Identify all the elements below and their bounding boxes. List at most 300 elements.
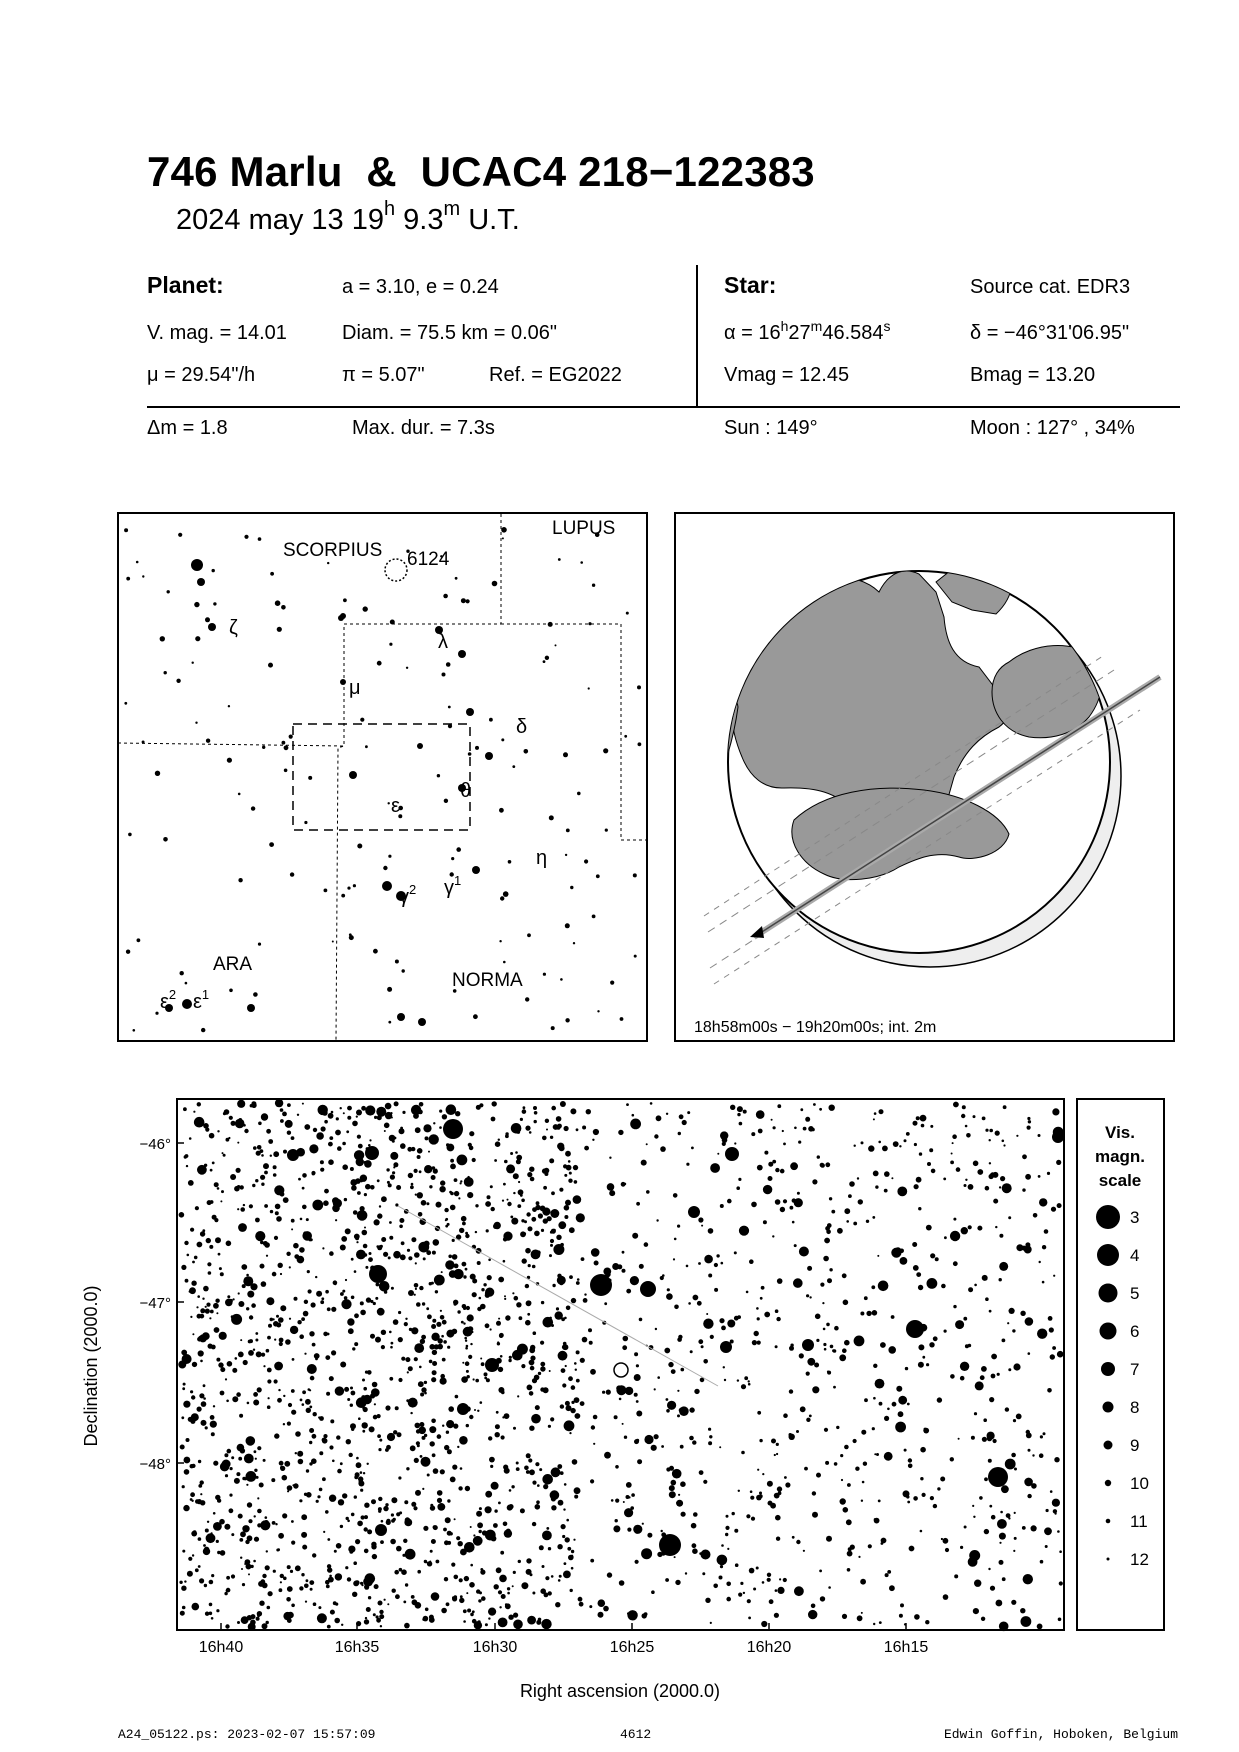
- delta-mag: Δm = 1.8: [147, 417, 228, 439]
- field-star: [780, 1207, 785, 1212]
- field-star: [380, 1540, 384, 1544]
- field-star: [919, 1152, 922, 1155]
- label-delta: δ: [516, 716, 528, 738]
- field-star: [218, 1362, 223, 1367]
- field-star: [708, 1274, 712, 1278]
- field-star: [480, 1568, 483, 1571]
- field-star: [689, 1407, 694, 1412]
- field-star: [823, 1256, 829, 1262]
- field-star: [275, 1211, 279, 1215]
- field-star: [255, 1332, 258, 1335]
- field-star: [401, 1241, 405, 1245]
- field-star: [549, 1254, 552, 1257]
- field-star: [972, 1505, 974, 1507]
- field-star: [846, 1519, 852, 1525]
- field-star: [244, 1454, 254, 1464]
- field-star: [332, 1460, 335, 1463]
- finder-star: [624, 735, 627, 738]
- finder-star: [545, 656, 549, 660]
- field-star: [385, 1112, 392, 1119]
- field-star: [548, 1591, 552, 1595]
- field-star: [233, 1298, 235, 1300]
- field-star: [381, 1330, 386, 1335]
- field-star: [530, 1366, 535, 1371]
- field-star: [226, 1138, 230, 1142]
- field-star: [544, 1172, 548, 1176]
- field-star: [251, 1101, 256, 1106]
- footer-author: Edwin Goffin, Hoboken, Belgium: [943, 1727, 1178, 1742]
- field-star: [719, 1318, 724, 1323]
- field-star: [491, 1207, 495, 1211]
- field-star: [320, 1160, 324, 1164]
- field-star: [225, 1624, 229, 1628]
- field-star: [460, 1595, 463, 1598]
- field-star: [356, 1241, 358, 1243]
- field-star: [467, 1609, 471, 1613]
- field-star: [1002, 1577, 1006, 1581]
- field-star: [793, 1278, 803, 1288]
- field-star: [429, 1134, 439, 1144]
- field-star: [414, 1252, 420, 1258]
- field-star: [488, 1259, 491, 1262]
- field-star: [738, 1593, 742, 1597]
- mag-scale-dot: [1097, 1244, 1119, 1266]
- field-star: [374, 1584, 379, 1589]
- field-star: [432, 1251, 436, 1255]
- field-star: [279, 1588, 283, 1592]
- field-star: [393, 1319, 399, 1325]
- field-star: [702, 1572, 705, 1575]
- field-star: [432, 1453, 436, 1457]
- field-star: [342, 1164, 348, 1170]
- field-star: [734, 1251, 737, 1254]
- field-star: [666, 1409, 670, 1413]
- field-star: [777, 1278, 783, 1284]
- field-star: [210, 1415, 215, 1420]
- field-star: [757, 1165, 763, 1171]
- field-star: [220, 1391, 225, 1396]
- planet-diameter: Diam. = 75.5 km = 0.06": [342, 322, 557, 344]
- field-star: [654, 1134, 658, 1138]
- field-star: [190, 1228, 194, 1232]
- field-star: [779, 1578, 781, 1580]
- field-star: [538, 1372, 541, 1375]
- field-star: [312, 1343, 316, 1347]
- field-star: [864, 1398, 868, 1402]
- field-star: [302, 1390, 306, 1394]
- field-star: [190, 1492, 195, 1497]
- field-star: [266, 1129, 271, 1134]
- field-star: [975, 1381, 984, 1390]
- field-star: [234, 1478, 240, 1484]
- field-star: [651, 1590, 655, 1594]
- field-star: [920, 1324, 928, 1332]
- field-star: [493, 1523, 498, 1528]
- field-star: [447, 1499, 450, 1502]
- field-star: [513, 1427, 516, 1430]
- field-star: [562, 1535, 565, 1538]
- field-star: [431, 1592, 440, 1601]
- field-star: [574, 1397, 580, 1403]
- field-star: [876, 1453, 879, 1456]
- field-star: [775, 1309, 779, 1313]
- field-star: [498, 1502, 501, 1505]
- field-star: [615, 1519, 618, 1522]
- field-star: [416, 1441, 420, 1445]
- field-star: [262, 1623, 268, 1629]
- field-star: [966, 1133, 971, 1138]
- finder-star: [620, 1017, 624, 1021]
- field-star: [981, 1617, 985, 1621]
- field-star: [703, 1359, 708, 1364]
- field-star: [391, 1497, 397, 1503]
- field-star: [465, 1347, 468, 1350]
- field-star: [392, 1171, 395, 1174]
- field-star: [634, 1374, 641, 1381]
- field-star: [666, 1293, 673, 1300]
- field-star: [943, 1178, 946, 1181]
- field-star: [431, 1377, 436, 1382]
- field-star: [500, 1551, 504, 1555]
- star-ra-m: m: [810, 318, 823, 334]
- field-star: [250, 1283, 257, 1290]
- field-star: [273, 1570, 276, 1573]
- field-star: [1046, 1509, 1049, 1512]
- field-star: [469, 1146, 474, 1151]
- field-star: [463, 1307, 466, 1310]
- finder-star: [324, 889, 328, 893]
- field-star: [377, 1414, 381, 1418]
- field-star: [313, 1412, 317, 1416]
- field-star: [907, 1501, 910, 1504]
- field-star: [212, 1162, 215, 1165]
- field-star: [220, 1200, 222, 1202]
- field-star: [727, 1154, 731, 1158]
- mag-scale-dot: [1101, 1362, 1115, 1376]
- field-star: [816, 1473, 821, 1478]
- field-star: [184, 1155, 187, 1158]
- field-star: [237, 1621, 240, 1624]
- field-star: [427, 1314, 432, 1319]
- field-star: [198, 1565, 201, 1568]
- x-tick-label: 16h35: [334, 1639, 380, 1656]
- field-star: [590, 1559, 594, 1563]
- field-star: [450, 1532, 453, 1535]
- field-star: [411, 1237, 416, 1242]
- field-star: [345, 1228, 351, 1234]
- field-star: [363, 1472, 365, 1474]
- field-star: [790, 1206, 794, 1210]
- field-star: [1011, 1600, 1016, 1605]
- field-star: [1050, 1490, 1053, 1493]
- field-star: [334, 1550, 337, 1553]
- field-star: [541, 1301, 544, 1304]
- field-star: [956, 1167, 961, 1172]
- field-star: [463, 1322, 465, 1324]
- field-star: [457, 1155, 468, 1166]
- field-star: [550, 1209, 559, 1218]
- field-star: [674, 1305, 679, 1310]
- field-star: [494, 1509, 497, 1512]
- field-star: [776, 1453, 778, 1455]
- field-star: [247, 1502, 252, 1507]
- field-star: [607, 1183, 615, 1191]
- field-star: [824, 1238, 830, 1244]
- finder-star: [565, 923, 570, 928]
- field-star: [861, 1612, 863, 1614]
- field-star: [405, 1357, 410, 1362]
- finder-star: [194, 602, 199, 607]
- finder-star: [363, 606, 368, 611]
- field-star: [429, 1282, 432, 1285]
- field-star: [440, 1180, 445, 1185]
- field-star: [491, 1482, 499, 1490]
- field-star: [525, 1126, 530, 1131]
- field-star: [494, 1159, 497, 1162]
- field-star: [526, 1453, 531, 1458]
- field-star: [187, 1254, 190, 1257]
- field-star: [879, 1402, 883, 1406]
- field-star: [278, 1389, 280, 1391]
- field-star: [481, 1362, 485, 1366]
- field-star: [971, 1436, 975, 1440]
- finder-star: [357, 844, 362, 849]
- field-star: [405, 1318, 407, 1320]
- field-star: [364, 1227, 366, 1229]
- field-star: [340, 1292, 344, 1296]
- field-star: [999, 1262, 1008, 1271]
- field-star: [274, 1433, 279, 1438]
- field-star: [548, 1547, 551, 1550]
- field-star: [1044, 1229, 1049, 1234]
- field-star: [464, 1337, 467, 1340]
- field-star: [834, 1462, 838, 1466]
- field-star: [254, 1537, 259, 1542]
- field-star: [714, 1288, 718, 1292]
- field-star: [873, 1118, 875, 1120]
- field-star: [757, 1411, 761, 1415]
- field-star: [1032, 1454, 1034, 1456]
- field-star: [626, 1495, 630, 1499]
- field-star: [512, 1292, 514, 1294]
- field-star: [473, 1536, 483, 1546]
- field-star: [472, 1610, 475, 1613]
- field-star: [401, 1357, 405, 1361]
- field-star: [815, 1314, 821, 1320]
- label-scorpius: SCORPIUS: [283, 540, 383, 561]
- field-star: [824, 1428, 828, 1432]
- field-star: [1003, 1144, 1005, 1146]
- field-star: [569, 1172, 572, 1175]
- field-star: [206, 1238, 211, 1243]
- field-star: [347, 1577, 351, 1581]
- field-star: [785, 1482, 790, 1487]
- field-star: [1042, 1245, 1046, 1249]
- field-star: [188, 1180, 194, 1186]
- field-star: [776, 1537, 780, 1541]
- finder-star: [610, 981, 614, 985]
- field-star: [340, 1525, 343, 1528]
- field-star: [725, 1526, 729, 1530]
- field-star: [299, 1334, 304, 1339]
- field-star: [988, 1459, 992, 1463]
- field-star: [757, 1317, 760, 1320]
- field-star: [898, 1396, 907, 1405]
- field-star: [914, 1143, 917, 1146]
- field-star: [657, 1376, 660, 1379]
- field-star: [537, 1484, 540, 1487]
- field-star: [302, 1103, 304, 1105]
- field-star: [451, 1563, 455, 1567]
- field-star: [871, 1285, 875, 1289]
- field-star: [239, 1538, 243, 1542]
- field-star: [623, 1336, 629, 1342]
- field-star: [337, 1146, 342, 1151]
- field-star: [442, 1358, 446, 1362]
- field-star: [564, 1205, 570, 1211]
- field-star: [361, 1584, 363, 1586]
- field-star: [422, 1302, 425, 1305]
- field-star: [984, 1529, 989, 1534]
- mag-scale-dot: [1107, 1558, 1110, 1561]
- field-star: [387, 1603, 389, 1605]
- field-star: [456, 1536, 460, 1540]
- field-star: [358, 1144, 363, 1149]
- field-star: [763, 1220, 767, 1224]
- field-star: [756, 1307, 759, 1310]
- field-star: [828, 1586, 831, 1589]
- x-tick-label: 16h20: [746, 1639, 792, 1656]
- field-star: [488, 1608, 496, 1616]
- finder-star: [527, 933, 531, 937]
- mag-scale-title-3: scale: [1098, 1171, 1142, 1190]
- field-star: [1022, 1154, 1027, 1159]
- field-star: [1009, 1308, 1015, 1314]
- field-star: [559, 1575, 562, 1578]
- field-star: [756, 1110, 765, 1119]
- field-star: [486, 1378, 490, 1382]
- field-star: [279, 1338, 284, 1343]
- field-star: [824, 1348, 827, 1351]
- field-star: [536, 1620, 541, 1625]
- field-star: [230, 1467, 233, 1470]
- field-star: [720, 1565, 723, 1568]
- field-star: [361, 1515, 365, 1519]
- field-star: [943, 1538, 949, 1544]
- field-star: [1053, 1275, 1055, 1277]
- finder-star: [455, 577, 458, 580]
- finder-star: [253, 992, 258, 997]
- finder-star: [489, 718, 493, 722]
- field-star: [796, 1430, 799, 1433]
- field-star: [516, 1302, 521, 1307]
- field-star: [853, 1439, 857, 1443]
- field-star: [226, 1576, 230, 1580]
- field-star: [407, 1371, 409, 1373]
- field-star: [747, 1599, 751, 1603]
- field-star: [209, 1603, 213, 1607]
- field-star: [461, 1321, 464, 1324]
- field-star: [914, 1184, 919, 1189]
- field-star: [417, 1192, 423, 1198]
- field-star: [423, 1257, 426, 1260]
- field-star: [816, 1339, 819, 1342]
- field-star: [576, 1281, 580, 1285]
- field-star: [419, 1286, 423, 1290]
- field-star: [204, 1164, 207, 1167]
- field-star: [195, 1206, 199, 1210]
- field-star: [900, 1603, 904, 1607]
- field-star: [575, 1369, 577, 1371]
- field-star: [431, 1324, 436, 1329]
- field-star: [335, 1219, 337, 1221]
- field-star: [551, 1229, 556, 1234]
- field-star: [475, 1231, 477, 1233]
- field-star: [858, 1199, 863, 1204]
- field-star: [1016, 1135, 1018, 1137]
- field-star: [615, 1499, 619, 1503]
- field-star: [284, 1461, 290, 1467]
- field-star: [974, 1284, 977, 1287]
- field-star: [678, 1132, 681, 1135]
- field-star: [1047, 1172, 1050, 1175]
- field-star: [340, 1107, 342, 1109]
- field-star: [437, 1490, 443, 1496]
- field-star: [210, 1421, 217, 1428]
- field-star: [184, 1457, 191, 1464]
- field-star: [441, 1608, 447, 1614]
- field-star: [457, 1310, 460, 1313]
- field-star: [916, 1272, 921, 1277]
- field-star: [690, 1350, 693, 1353]
- field-star: [518, 1189, 524, 1195]
- field-star: [365, 1617, 367, 1619]
- field-star: [376, 1283, 380, 1287]
- field-star: [465, 1234, 469, 1238]
- field-star: [415, 1288, 417, 1290]
- x-tick-label: 16h40: [198, 1639, 244, 1656]
- field-star: [720, 1131, 728, 1139]
- field-star: [573, 1195, 582, 1204]
- field-star: [183, 1505, 189, 1511]
- field-star: [225, 1299, 233, 1307]
- field-star: [775, 1589, 778, 1592]
- field-star: [519, 1316, 523, 1320]
- field-star: [287, 1612, 294, 1619]
- field-star: [746, 1291, 749, 1294]
- field-star: [904, 1139, 907, 1142]
- field-star: [350, 1179, 357, 1186]
- field-star: [312, 1553, 316, 1557]
- field-star: [487, 1275, 492, 1280]
- field-star: [584, 1339, 586, 1341]
- field-star: [255, 1458, 257, 1460]
- field-star: [198, 1537, 202, 1541]
- field-star: [439, 1126, 442, 1129]
- field-star: [829, 1105, 835, 1111]
- field-star: [740, 1582, 743, 1585]
- field-star: [248, 1350, 254, 1356]
- field-star: [213, 1461, 218, 1466]
- field-star: [950, 1161, 954, 1165]
- field-star: [190, 1390, 193, 1393]
- field-star: [207, 1521, 209, 1523]
- field-star: [513, 1571, 516, 1574]
- field-star: [203, 1544, 206, 1547]
- field-star: [278, 1533, 284, 1539]
- field-star: [342, 1142, 346, 1146]
- field-star: [315, 1358, 318, 1361]
